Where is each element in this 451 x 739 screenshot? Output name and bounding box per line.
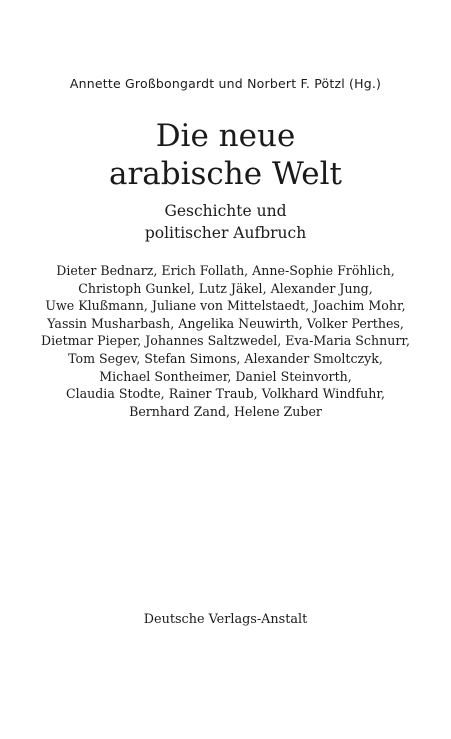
book-title (0, 117, 451, 193)
contributors-line: Christoph Gunkel, Lutz Jäkel, Alexander Jung, (78, 280, 373, 296)
contributors-line: Uwe Klußmann, Juliane von Mittelstaedt, Joachim Mohr, (45, 298, 406, 314)
book-subtitle-line-1: Geschichte und (164, 202, 287, 220)
contributors-line: Bernhard Zand, Helene Zuber (129, 403, 322, 419)
contributors-list (0, 262, 451, 420)
contributors-line: Michael Sontheimer, Daniel Steinvorth, (99, 368, 352, 384)
editors-line: Annette Großbongardt und Norbert F. Pötzl (Hg.) (69, 76, 382, 91)
contributors-line: Yassin Musharbash, Angelika Neuwirth, Volker Perthes, (47, 315, 404, 331)
contributors-line: Claudia Stodte, Rainer Traub, Volkhard Windfuhr, (65, 386, 386, 402)
contributors-line: Dieter Bednarz, Erich Follath, Anne-Sophie Fröhlich, (56, 263, 395, 278)
book-title-line-2: arabische Welt (108, 156, 343, 192)
book-title-line-1: Die neue (155, 118, 296, 154)
contributors-line: Tom Segev, Stefan Simons, Alexander Smoltczyk, (68, 350, 383, 366)
book-subtitle (0, 200, 451, 244)
contributors-line: Dietmar Pieper, Johannes Saltzwedel, Eva-Maria Schnurr, (41, 333, 410, 349)
publisher-name: Deutsche Verlags-Anstalt (143, 612, 308, 627)
book-subtitle-line-2: politischer Aufbruch (144, 224, 307, 242)
